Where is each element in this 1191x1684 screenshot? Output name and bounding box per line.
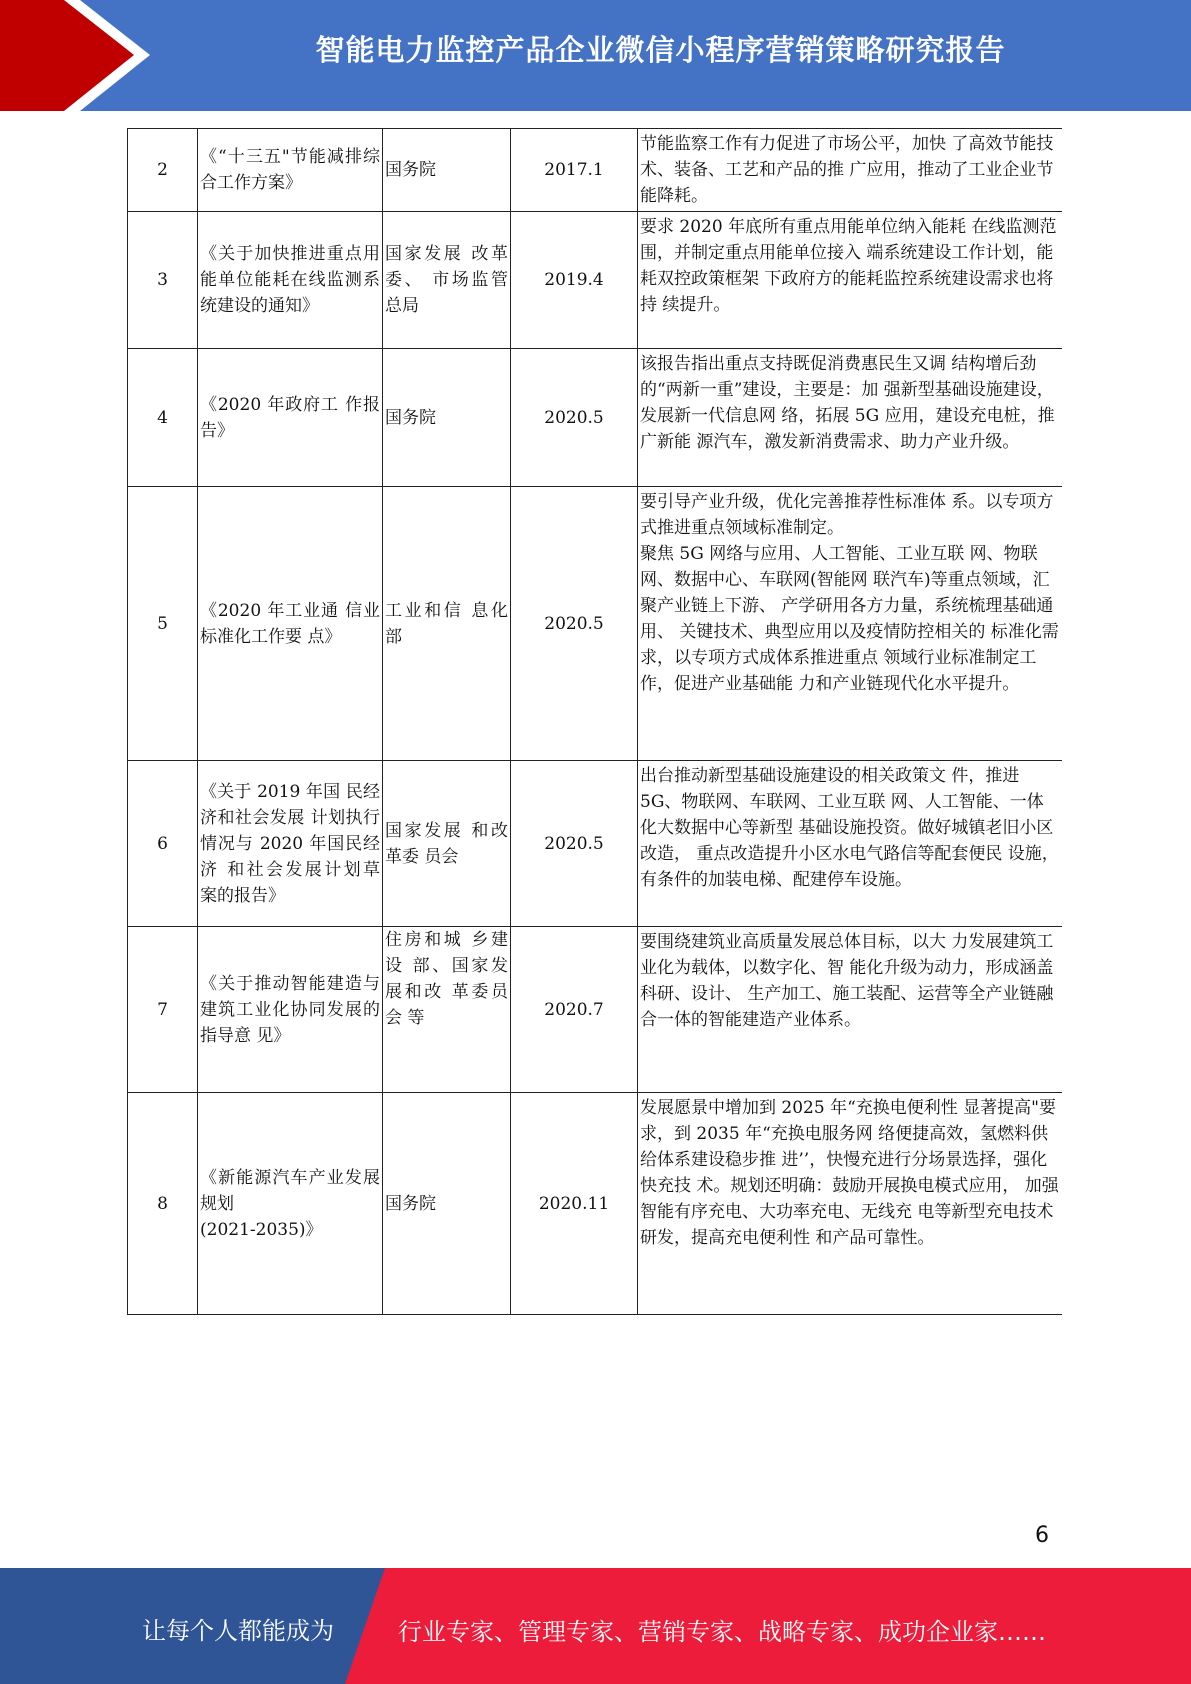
policy-content: 要引导产业升级，优化完善推荐性标准体 系。以专项方式推进重点领域标准制定。 聚焦 5G 网络与应用、人工智能、工业互联 网、物联网、数据中心、车联网(智能网 联汽车)等重点领域，汇聚产业链上下游、 产学研用各方力量，系统梳理基础通用、 关键技术、典型应用以及疫情防控相关的 标准化需求，以专项方式成体系推进重点 领域行业标准制定工作，促进产业基础能 力和产业链现代化水平提升。	[638, 487, 1062, 761]
policy-name: 《关于 2019 年国 民经济和社会发展 计划执行情况与 2020 年国民经济 和社会发展计划草 案的报告》	[198, 761, 383, 927]
row-number: 6	[128, 761, 198, 927]
policy-table	[127, 128, 1062, 1315]
table-row	[128, 927, 1062, 1093]
policy-name: 《“十三五"节能减排综合工作方案》	[198, 129, 383, 212]
policy-content: 要围绕建筑业高质量发展总体目标，以大 力发展建筑工业化为载体，以数字化、智 能化升级为动力，形成涵盖科研、设计、 生产加工、施工装配、运营等全产业链融 合一体的智能建造产业体系。	[638, 927, 1062, 1093]
row-number: 4	[128, 349, 198, 487]
row-number: 7	[128, 927, 198, 1093]
footer-slogan-right: 行业专家、管理专家、营销专家、战略专家、成功企业家……	[398, 1618, 1046, 1646]
policy-issuer: 国家发展 改革委、 市场监管 总局	[383, 212, 511, 349]
policy-content: 节能监察工作有力促进了市场公平，加快 了高效节能技术、装备、工艺和产品的推 广应用，推动了工业企业节能降耗。	[638, 129, 1062, 212]
policy-name: 《关于推动智能建造与建筑工业化协同发展的指导意 见》	[198, 927, 383, 1093]
policy-date: 2020.11	[511, 1093, 638, 1315]
table-row	[128, 129, 1062, 212]
row-number: 3	[128, 212, 198, 349]
policy-content: 该报告指出重点支持既促消费惠民生又调 结构增后劲的“两新一重”建设，主要是：加 强新型基础设施建设，发展新一代信息网 络，拓展 5G 应用，建设充电桩，推广新能 源汽车，激发新消费需求、助力产业升级。	[638, 349, 1062, 487]
row-number: 2	[128, 129, 198, 212]
page-number: 6	[1035, 1523, 1049, 1548]
page-header	[0, 0, 1191, 111]
policy-content: 出台推动新型基础设施建设的相关政策文 件，推进 5G、物联网、车联网、工业互联 网、人工智能、一体化大数据中心等新型 基础设施投资。做好城镇老旧小区改造， 重点改造提升小区水电气路信等配套便民 设施，有条件的加装电梯、配建停车设施。	[638, 761, 1062, 927]
policy-date: 2017.1	[511, 129, 638, 212]
header-chevron-arrow	[0, 0, 134, 111]
row-number: 8	[128, 1093, 198, 1315]
table-row	[128, 1093, 1062, 1315]
policy-issuer: 住房和城 乡建设 部、国家发展和改 革委员会 等	[383, 927, 511, 1093]
row-number: 5	[128, 487, 198, 761]
policy-date: 2020.5	[511, 349, 638, 487]
policy-date: 2020.7	[511, 927, 638, 1093]
table-row	[128, 761, 1062, 927]
page-footer	[0, 1568, 1191, 1684]
table-row	[128, 212, 1062, 349]
policy-name: 《新能源汽车产业发展规划 (2021-2035)》	[198, 1093, 383, 1315]
policy-date: 2020.5	[511, 761, 638, 927]
table-row	[128, 349, 1062, 487]
table-row	[128, 487, 1062, 761]
report-title: 智能电力监控产品企业微信小程序营销策略研究报告	[315, 33, 1006, 67]
policy-issuer: 国务院	[383, 129, 511, 212]
policy-issuer: 国务院	[383, 1093, 511, 1315]
policy-name: 《2020 年工业通 信业标准化工作要 点》	[198, 487, 383, 761]
policy-name: 《关于加快推进重点用能单位能耗在线监测系统建设的通知》	[198, 212, 383, 349]
policy-content: 要求 2020 年底所有重点用能单位纳入能耗 在线监测范围，并制定重点用能单位接入 端系统建设工作计划，能耗双控政策框架 下政府方的能耗监控系统建设需求也将持 续提升。	[638, 212, 1062, 349]
policy-content: 发展愿景中增加到 2025 年“充换电便利性 显著提高"要求，到 2035 年“充换电服务网 络便捷高效，氢燃料供给体系建设稳步推 进’’，快慢充进行分场景选择，强化快充技 术。规划还明确：鼓励开展换电模式应用， 加强智能有序充电、大功率充电、无线充 电等新型充电技术研发，提高充电便利性 和产品可靠性。	[638, 1093, 1062, 1315]
policy-issuer: 工业和信 息化部	[383, 487, 511, 761]
policy-date: 2019.4	[511, 212, 638, 349]
policy-issuer: 国务院	[383, 349, 511, 487]
policy-date: 2020.5	[511, 487, 638, 761]
policy-issuer: 国家发展 和改革委 员会	[383, 761, 511, 927]
policy-name: 《2020 年政府工 作报告》	[198, 349, 383, 487]
footer-slogan-left: 让每个人都能成为	[142, 1617, 334, 1645]
